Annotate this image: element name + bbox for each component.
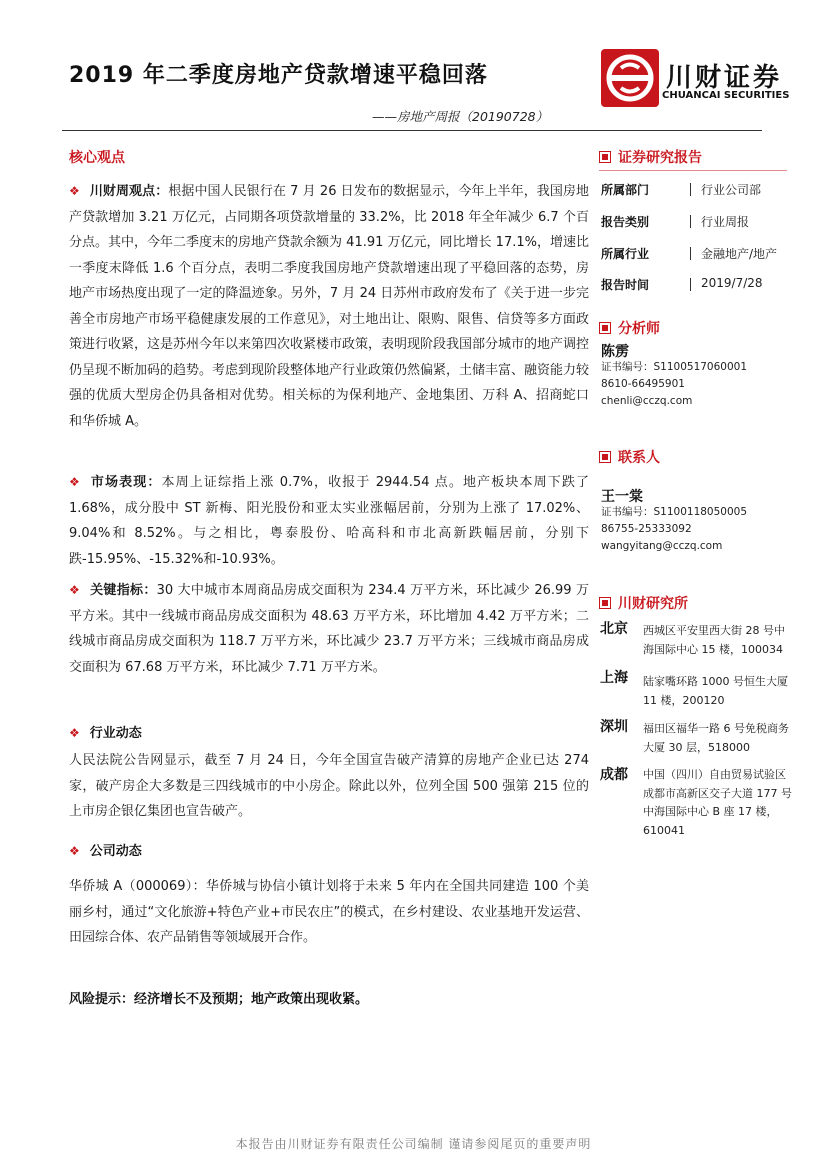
- office-address-shenzhen: 福田区福华一路 6 号免税商务大厦 30 层，518000: [643, 722, 789, 754]
- report-subtitle: ——房地产周报（20190728）: [372, 109, 549, 124]
- brand-name-cn: 川财证券: [666, 63, 783, 93]
- contact-email[interactable]: wangyitang@cczq.com: [601, 540, 723, 552]
- industry-paragraph: 人民法院公告网显示，截至 7 月 24 日，今年全国宣告破产清算的房地产企业已达 274 家，破产房企大多数是三四线城市的中小房企。除此以外，位列全国 500 强第 215 位的上市房企银亿集团也宣告破产。: [69, 753, 589, 819]
- institute-heading: 川财研究所: [599, 593, 688, 613]
- contact-phone: 86755-25333092: [601, 523, 692, 535]
- diamond-bullet-icon: ❖: [69, 184, 80, 198]
- indicators-paragraph: [69, 578, 589, 680]
- office-address-shanghai: 陆家嘴环路 1000 号恒生大厦 11 楼，200120: [643, 675, 788, 707]
- page-footer: 本报告由川财证券有限责任公司编制 谨请参阅尾页的重要声明: [235, 1137, 592, 1151]
- analyst-cert: 证书编号：S1100517060001: [601, 361, 748, 373]
- market-text: 本周上证综指上涨 0.7%，收报于 2944.54 点。地产板块本周下跌了 1.68%，成分股中 ST 新梅、阳光股份和亚太实业涨幅居前，分别为上涨了 17.02%、9.04%和 8.52%。与之相比，粤泰股份、哈高科和市北高新跌幅居前，分别下跌-15.95%、-15.32%和-10.93%。: [69, 475, 589, 567]
- office-city-chengdu: 成都: [600, 767, 628, 783]
- office-city-shanghai: 上海: [600, 670, 628, 686]
- company-heading: ❖ 公司动态: [69, 844, 142, 859]
- report-heading: 证券研究报告: [599, 147, 702, 167]
- info-row-category: 报告类别 行业周报: [601, 215, 750, 229]
- info-row-date: 报告时间 2019/7/28: [601, 276, 763, 292]
- contact-icon: [599, 451, 611, 463]
- info-row-department: 所属部门 行业公司部: [601, 183, 762, 197]
- analyst-email[interactable]: chenli@cczq.com: [601, 395, 693, 407]
- weekly-view-text: 根据中国人民银行在 7 月 26 日发布的数据显示，今年上半年，我国房地产贷款增加 3.21 万亿元，占同期各项贷款增量的 33.2%，比 2018 年全年减少 6.7 个百分点。其中，今年二季度末的房地产贷款余额为 41.91 万亿元，同比增长 17.1%，增速比一季度末降低 1.6 个百分点，表明二季度我国房地产贷款增速出现了平稳回落的态势，房地产市场热度出现了一定的降温迹象。另外，7 月 24 日苏州市政府发布了《关于进一步完善全市房地产市场平稳健康发展的工作意见》，对土地出让、限购、限售、信贷等多方面政策进行收紧，这是苏州今年以来第四次收紧楼市政策，表明现阶段我国部分城市的地产调控仍呈现不断加码的趋势。考虑到现阶段整体地产行业政策仍然偏紧，土储丰富、融资能力较强的优质大型房企仍具备相对优势。相关标的为保利地产、金地集团、万科 A、招商蛇口和华侨城 A。: [69, 184, 590, 429]
- analyst-icon: [599, 322, 611, 334]
- report-icon: [599, 151, 611, 163]
- office-city-shenzhen: 深圳: [600, 719, 628, 735]
- diamond-bullet-icon: ❖: [69, 583, 80, 597]
- market-paragraph: [69, 470, 589, 572]
- brand-name-en: CHUANCAI SECURITIES: [662, 90, 790, 101]
- contact-cert: 证书编号：S1100118050005: [601, 506, 748, 518]
- office-address-chengdu: 中国（四川）自由贸易试验区成都市高新区交子大道 177 号中海国际中心 B 座 17 楼，610041: [643, 768, 792, 837]
- diamond-bullet-icon: ❖: [69, 844, 80, 858]
- contact-name: 王一棠: [601, 489, 643, 505]
- core-view-heading: 核心观点: [69, 150, 125, 166]
- sidebar-divider: [599, 170, 787, 171]
- diamond-bullet-icon: ❖: [69, 726, 80, 740]
- header-divider: [62, 130, 762, 131]
- analyst-name: 陈雳: [601, 344, 629, 360]
- company-paragraph: 华侨城 A（000069）：华侨城与协信小镇计划将于未来 5 年内在全国共同建造 100 个美丽乡村，通过“文化旅游+特色产业+市民农庄”的模式，在乡村建设、农业基地开发运营、田园综合体、农产品销售等领域展开合作。: [69, 879, 589, 945]
- weekly-view-lead: 川财周观点：: [89, 184, 169, 199]
- diamond-bullet-icon: ❖: [69, 475, 80, 489]
- indicators-text: 30 大中城市本周商品房成交面积为 234.4 万平方米，环比减少 26.99 万平方米。其中一线城市商品房成交面积为 48.63 万平方米，环比增加 4.42 万平方米；二线城市商品房成交面积为 118.7 万平方米，环比减少 23.7 万平方米；三线城市商品房成交面积为 67.68 万平方米，环比减少 7.71 万平方米。: [69, 583, 589, 675]
- office-city-beijing: 北京: [600, 621, 628, 637]
- office-address-beijing: 西城区平安里西大街 28 号中海国际中心 15 楼，100034: [643, 624, 785, 656]
- risk-warning: 风险提示：经济增长不及预期；地产政策出现收紧。: [69, 992, 369, 1007]
- chuancai-logo-icon: [601, 49, 659, 107]
- page-title: 2019 年二季度房地产贷款增速平稳回落: [69, 63, 488, 88]
- institute-icon: [599, 597, 611, 609]
- market-lead: 市场表现：: [89, 475, 162, 490]
- analyst-heading: 分析师: [599, 318, 660, 338]
- analyst-phone: 8610-66495901: [601, 378, 685, 390]
- info-row-industry: 所属行业 金融地产/地产: [601, 247, 778, 261]
- indicators-lead: 关键指标：: [89, 583, 157, 598]
- contact-heading: 联系人: [599, 447, 660, 467]
- weekly-view-paragraph: [69, 179, 589, 434]
- industry-heading: ❖ 行业动态: [69, 726, 142, 741]
